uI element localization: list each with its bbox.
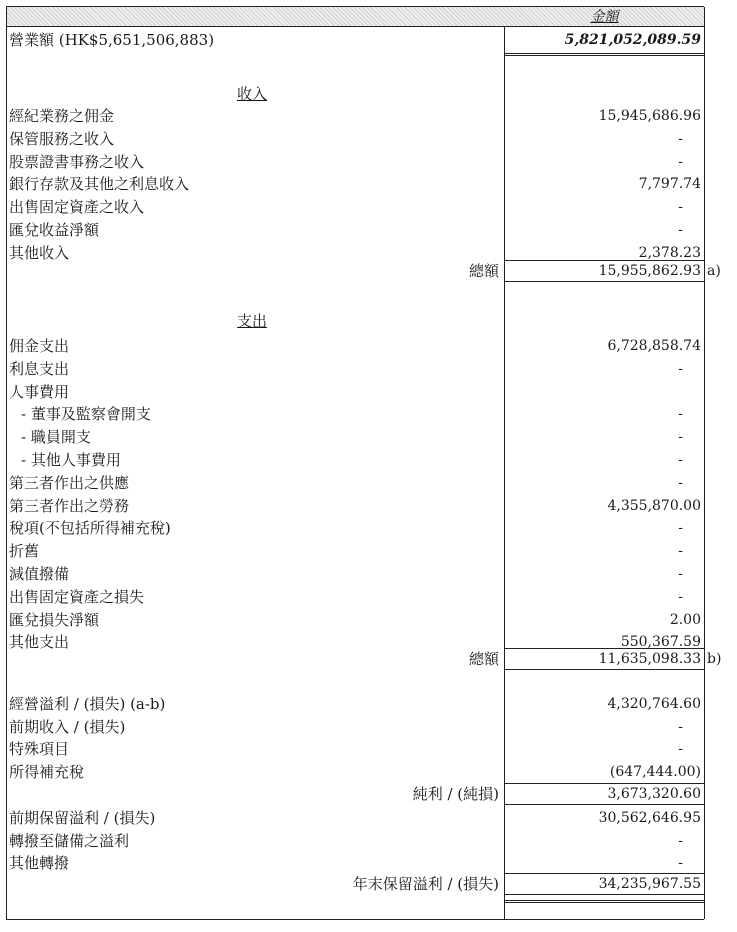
expense-item-label: 其他支出 <box>9 633 70 652</box>
retained-item-value: - <box>678 832 683 849</box>
expenses-heading: 支出 <box>237 312 268 330</box>
expense-item-label: - 職員開支 <box>21 428 91 447</box>
expense-item-row <box>7 449 705 471</box>
retained-item-label: 轉撥至儲備之溢利 <box>9 831 130 850</box>
expense-item-label: - 其他人事費用 <box>21 451 121 469</box>
expense-item-value: - <box>678 588 683 605</box>
year-end-retained-value: 34,235,967.55 <box>598 876 701 892</box>
result-item-label: 經營溢利 / (損失) (a-b) <box>9 695 166 713</box>
expenses-total-row <box>7 648 722 670</box>
net-profit-value: 3,673,320.60 <box>607 786 701 802</box>
result-item-label: 特殊項目 <box>9 740 70 758</box>
retained-item-row <box>7 852 705 874</box>
income-item-value: - <box>678 153 683 170</box>
year-end-retained-label: 年末保留溢利 / (損失) <box>352 875 499 893</box>
retained-item-row <box>7 807 705 829</box>
income-item-value: 2,378.23 <box>638 244 701 261</box>
year-end-retained-row <box>7 873 705 895</box>
result-item-value: - <box>678 718 683 735</box>
expense-item-value: - <box>678 474 683 491</box>
expense-item-label: 人事費用 <box>9 382 70 401</box>
expense-item-row <box>7 609 705 631</box>
expense-item-row <box>7 381 705 403</box>
retained-item-value: - <box>678 855 683 871</box>
expense-item-value: 2.00 <box>669 611 701 628</box>
income-item-row <box>7 105 705 127</box>
income-total-label: 總額 <box>468 262 499 280</box>
expense-item-label: 減值撥備 <box>9 565 70 583</box>
expense-item-label: 第三者作出之勞務 <box>9 496 130 515</box>
net-profit-row <box>7 783 705 805</box>
expense-item-label: - 董事及監察會開支 <box>21 405 151 424</box>
retained-item-value: 30,562,646.95 <box>598 810 701 826</box>
result-item-row <box>7 693 705 715</box>
result-item-row <box>7 716 705 738</box>
income-heading-row <box>7 83 705 105</box>
expenses-heading-row <box>7 310 705 332</box>
result-item-value: (647,444.00) <box>609 763 701 780</box>
turnover-row <box>7 29 705 51</box>
expense-item-row <box>7 426 705 448</box>
result-item-value: - <box>678 741 683 757</box>
expense-item-value: 6,728,858.74 <box>607 338 701 354</box>
expense-item-value: - <box>678 543 683 560</box>
income-item-label: 其他收入 <box>9 243 70 262</box>
income-item-row <box>7 151 705 173</box>
expense-item-value: - <box>678 520 683 537</box>
income-total-tag: a) <box>707 263 721 279</box>
amount-heading: 金額 <box>590 9 619 25</box>
expense-item-label: 匯兌損失淨額 <box>9 610 100 629</box>
income-item-value: - <box>678 130 683 147</box>
income-item-value: - <box>678 222 683 238</box>
income-item-value: 7,797.74 <box>638 176 701 193</box>
year-end-double-rule <box>504 900 705 903</box>
net-profit-label: 純利 / (純損) <box>412 785 499 803</box>
expense-item-label: 出售固定資產之損失 <box>9 587 145 606</box>
expense-item-value: - <box>678 406 683 423</box>
expense-item-row <box>7 517 705 539</box>
expense-item-row <box>7 563 705 585</box>
income-item-label: 經紀業務之佣金 <box>9 107 115 125</box>
expense-item-row <box>7 403 705 425</box>
result-item-row <box>7 761 705 783</box>
income-item-value: 15,945,686.96 <box>598 108 701 124</box>
expense-item-value: - <box>678 566 683 582</box>
income-item-row <box>7 219 705 241</box>
expense-item-value: - <box>678 452 683 468</box>
result-item-row <box>7 738 705 760</box>
income-item-label: 銀行存款及其他之利息收入 <box>9 175 190 194</box>
result-item-label: 所得補充稅 <box>9 762 85 781</box>
expense-item-row <box>7 472 705 494</box>
expenses-total-value: 11,635,098.33 <box>598 651 701 667</box>
retained-item-label: 前期保留溢利 / (損失) <box>9 809 156 827</box>
expense-item-row <box>7 540 705 562</box>
income-total-value: 15,955,862.93 <box>598 263 701 279</box>
turnover-double-rule <box>504 53 705 56</box>
income-item-row <box>7 173 705 195</box>
income-item-row <box>7 196 705 218</box>
expenses-total-tag: b) <box>707 651 722 667</box>
income-total-row <box>7 260 721 282</box>
result-item-label: 前期收入 / (損失) <box>9 717 126 736</box>
turnover-label: 營業額 (HK$5,651,506,883) <box>9 31 215 49</box>
turnover-value: 5,821,052,089.59 <box>564 32 701 48</box>
income-item-value: - <box>678 199 683 216</box>
result-item-value: 4,320,764.60 <box>607 696 701 712</box>
expense-item-label: 利息支出 <box>9 359 70 378</box>
income-heading: 收入 <box>237 85 268 103</box>
expense-item-row <box>7 358 705 380</box>
retained-item-row <box>7 830 705 852</box>
profit-loss-statement <box>6 6 722 920</box>
expense-item-value: 550,367.59 <box>620 634 701 651</box>
expense-item-row <box>7 586 705 608</box>
expense-item-value: - <box>678 429 683 446</box>
expense-item-row <box>7 495 705 517</box>
income-item-label: 匯兌收益淨額 <box>9 221 100 239</box>
income-item-label: 股票證書事務之收入 <box>9 152 145 171</box>
income-item-label: 出售固定資產之收入 <box>9 198 145 217</box>
expense-item-label: 佣金支出 <box>9 337 70 355</box>
income-item-label: 保管服務之收入 <box>9 129 115 148</box>
expense-item-label: 第三者作出之供應 <box>9 473 130 492</box>
expenses-total-label: 總額 <box>468 650 499 668</box>
income-item-row <box>7 128 705 150</box>
expense-item-value: 4,355,870.00 <box>607 497 701 514</box>
expense-item-row <box>7 335 705 357</box>
expense-item-label: 折舊 <box>9 542 40 561</box>
retained-item-label: 其他轉撥 <box>9 854 70 872</box>
expense-item-label: 稅項(不包括所得補充稅) <box>9 519 171 538</box>
expense-item-value: - <box>678 360 683 377</box>
